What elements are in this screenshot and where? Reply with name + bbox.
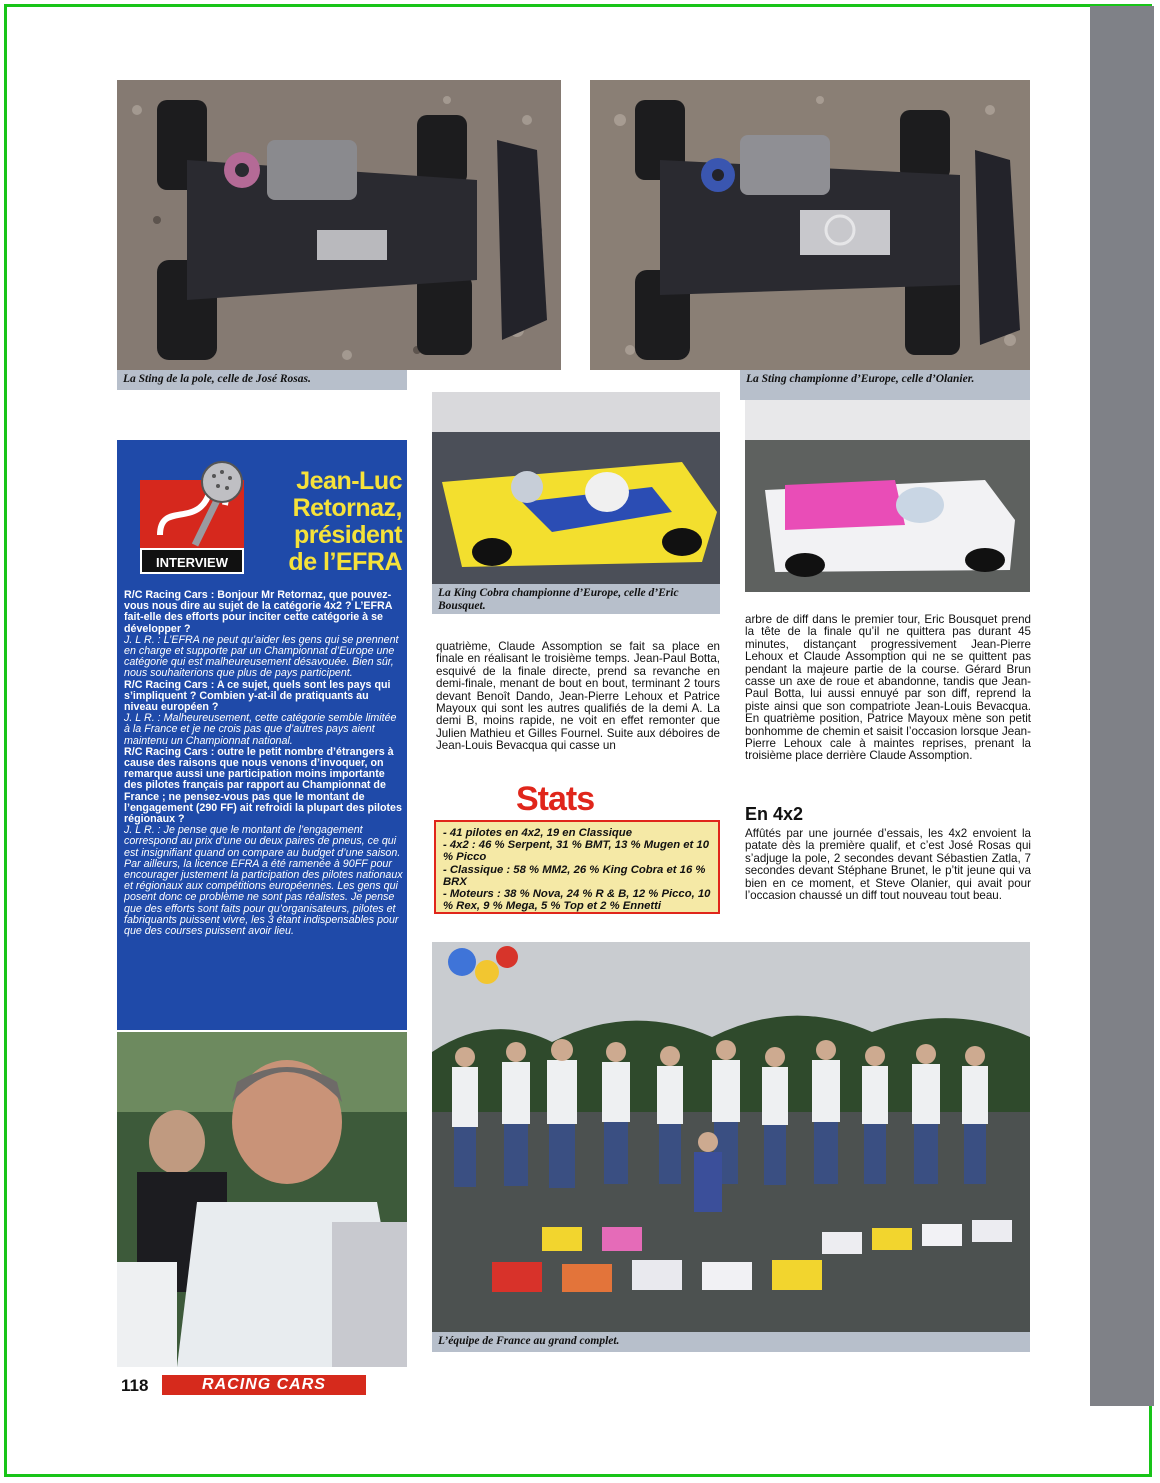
interview-question-2: R/C Racing Cars : A ce sujet, quels sont les pays qui s’impliquent ? Combien y-at-il de pratiquants au niveau européen ? bbox=[124, 678, 391, 714]
caption-sting-europe: La Sting championne d’Europe, celle d’Olanier. bbox=[740, 370, 1030, 400]
interview-answer-2: J. L R. : Malheureusement, cette catégorie semble limitée à la France et je ne crois pas que d’autres pays aient maintenu un Championnat national. bbox=[124, 712, 397, 747]
article-right-text: arbre de diff dans le premier tour, Eric Bousquet prend la tête de la finale qu’il ne quittera pas durant 45 minutes, distançant progressivement Jean-Pierre Lehoux et Claude Assomption qui ne se quittent pas pendant la majeure partie de la course. Gérard Brun casse un axe de roue et abandonne, tandis que Jean-Paul Botta, lui aussi ennuyé par son diff, reprend la piste ainsi que son compatriote Jean-Louis Bevacqua. En quatrième position, Patrice Mayoux mène son petit bonhomme de chemin et saisit l’occasion lorsque Jean-Pierre Lehoux cale à maintes reprises, prenant la troisième place derrière Claude Assomption. bbox=[745, 613, 1031, 763]
headline-line-3: président bbox=[293, 521, 402, 549]
headline-line-4: de l’EFRA bbox=[288, 548, 402, 576]
caption-king-cobra: La King Cobra championne d’Europe, celle d’Eric Bousquet. bbox=[432, 584, 720, 614]
interview-answer-3: J. L R. : Je pense que le montant de l’engagement correspond au prix d’une ou deux paires de pneus, ce qui est insignifiant quand on compare au budget d’une saison. Par ailleurs, la licence EFRA a été ramenée à 90FF pour encourager justement la participation des pilotes nationaux et régionaux aux compétitions européennes. Les gens qui posent donc ce problème ne sont pas réalistes. Je pense que des efforts sont faits pour qu’organisateurs, pilotes et fabriquants puissent vivre, les 3 étant indispensables pour que des courses puissent avoir lieu. bbox=[124, 824, 403, 938]
interview-answer-1: J. L R. : L’EFRA ne peut qu’aider les gens qui se prennent en charge et supporte par un Championnat d’Europe une catégorie qui est malheureusement désavouée. Bien sûr, nous souhaiterions que plus de pays participent. bbox=[124, 633, 399, 680]
stats-title: Stats bbox=[516, 780, 595, 818]
photo-sting-pole bbox=[117, 80, 561, 370]
headline-line-1: Jean-Luc bbox=[296, 467, 402, 495]
stats-line-4: - Moteurs : 38 % Nova, 24 % R & B, 12 % Picco, 10 % Rex, 9 % Mega, 5 % Top et 2 % Ennetti bbox=[443, 888, 711, 913]
interview-question-3: R/C Racing Cars : outre le petit nombre d’étrangers à cause des raisons que nous venons d’invoquer, on remarque aussi une participation moins importante des pilotes français par rapport au Championnat de France ; ne pensez-vous pas que le montant de l’engagement (290 FF) ait refroidi la plupart des pilotes régionaux ? bbox=[124, 745, 402, 826]
photo-retornaz bbox=[117, 1032, 407, 1367]
interview-headline bbox=[252, 468, 402, 576]
article-middle-column bbox=[436, 641, 720, 753]
article-right-column bbox=[745, 614, 1031, 763]
interview-text bbox=[124, 590, 404, 1026]
stats-line-3: - Classique : 58 % MM2, 26 % King Cobra et 16 % BRX bbox=[443, 863, 706, 888]
photo-equipe-de-france bbox=[432, 942, 1030, 1332]
caption-equipe: L’équipe de France au grand complet. bbox=[432, 1332, 1030, 1352]
section-4x2-body bbox=[745, 828, 1031, 902]
magazine-name: RACING CARS bbox=[162, 1375, 366, 1395]
stats-line-2: - 4x2 : 46 % Serpent, 31 % BMT, 13 % Mugen et 10 % Picco bbox=[443, 839, 709, 864]
interview-label: INTERVIEW bbox=[140, 548, 244, 574]
stats-box bbox=[434, 820, 720, 914]
photo-white-car bbox=[745, 400, 1030, 592]
interview-question-1: R/C Racing Cars : Bonjour Mr Retornaz, que pouvez-vous nous dire au sujet de la catégorie 4x2 ? L’EFRA fait-elle des efforts pour inciter cette catégorie à se développer ? bbox=[124, 590, 393, 635]
photo-king-cobra bbox=[432, 392, 720, 584]
headline-line-2: Retornaz, bbox=[292, 494, 402, 522]
article-middle-text: quatrième, Claude Assomption se fait sa place en finale en réalisant le troisième temps. Jean-Paul Botta, esquivé de la finale directe, prend sa revanche en demi-finale, menant de bout en bout, terminant 2 tours devant Benoît Dando, Jean-Pierre Lehoux et Patrice Mayoux qui sont les autres qualifiés de la demi A. La demi B, moins rapide, ne voit en effet remonter que Julien Mathieu et Gilles Fournel. Suite aux déboires de Jean-Louis Bevacqua qui casse un bbox=[436, 640, 720, 753]
stats-line-1: - 41 pilotes en 4x2, 19 en Classique bbox=[443, 827, 632, 839]
section-4x2-title: En 4x2 bbox=[745, 804, 804, 824]
section-4x2-text: Affûtés par une journée d’essais, les 4x2 envoient la patate dès la première qualif, et c’est José Rosas qui s’adjuge la pole, 2 secondes devant Sébastien Zatla, 7 secondes devant Stéphane Brunet, le p’tit jeune qui va bien en ce moment, et Steve Olanier, qui avait pour l’occasion chaussé un diff tout nouveau tout beau. bbox=[745, 827, 1031, 903]
caption-sting-pole: La Sting de la pole, celle de José Rosas. bbox=[117, 370, 407, 390]
scan-background bbox=[1090, 6, 1154, 1406]
page-number: 118 bbox=[121, 1376, 149, 1395]
photo-sting-europe bbox=[590, 80, 1030, 370]
